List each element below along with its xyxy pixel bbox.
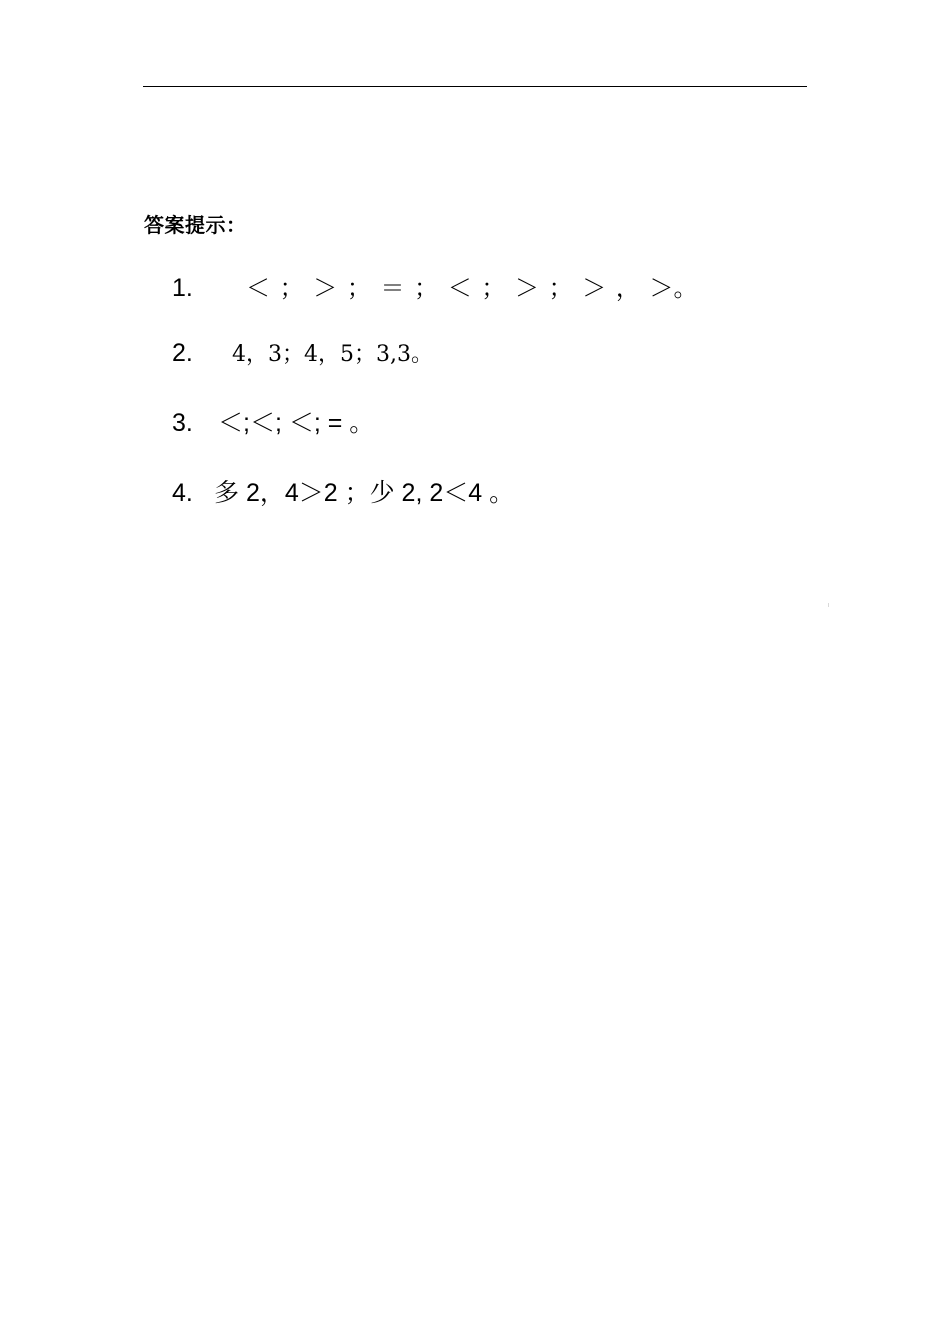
answer-number: 1. <box>172 274 193 302</box>
answer-number: 3. <box>172 409 193 437</box>
answer-item-1 <box>172 268 698 303</box>
answer-text: ＜;＜; ＜; = 。 <box>218 409 375 437</box>
answer-text: 4，3；4，5；3,3。 <box>232 342 433 367</box>
answer-item-4 <box>172 473 514 509</box>
answer-number: 4. <box>172 479 193 507</box>
answer-text: 多 2，4＞2 ；少 2, 2＜4 。 <box>214 479 515 507</box>
answer-item-3 <box>172 403 374 439</box>
header-rule <box>143 86 807 87</box>
answer-hints-heading: 答案提示： <box>144 215 247 237</box>
answer-item-2 <box>172 337 433 368</box>
answer-number: 2. <box>172 339 193 367</box>
answer-text: ＜ ； ＞ ； ＝ ； ＜ ； ＞ ； ＞ ， ＞。 <box>246 274 698 302</box>
stray-mark <box>828 603 829 607</box>
